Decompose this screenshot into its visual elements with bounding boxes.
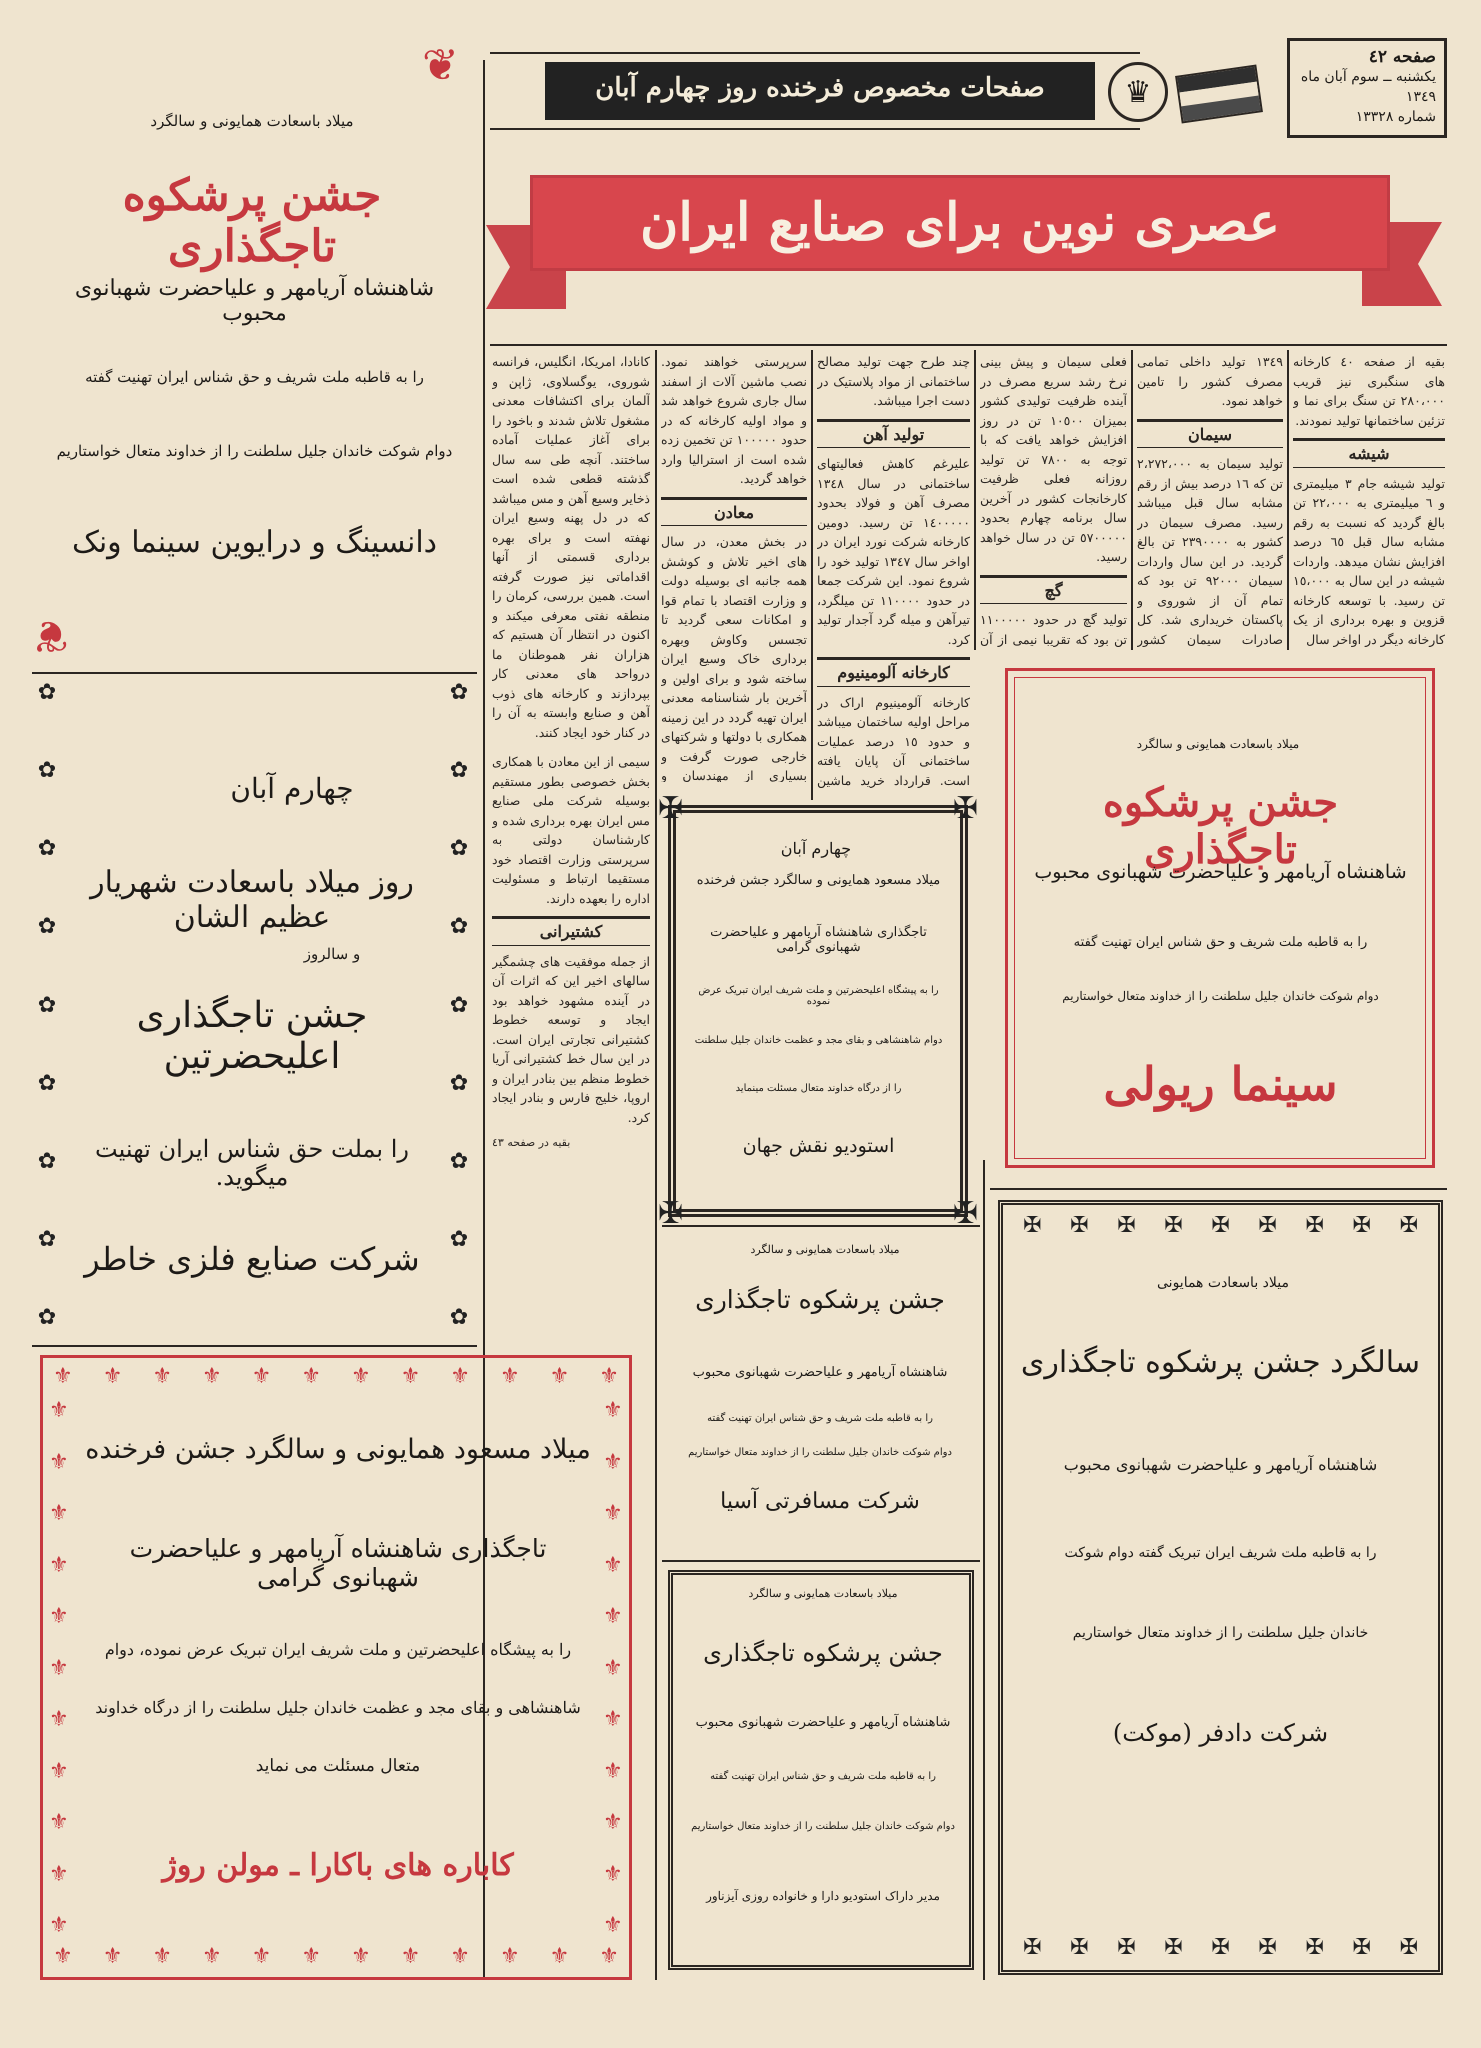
article-col-5: [661, 352, 807, 782]
article-col-2: [1137, 352, 1283, 652]
article-paragraph: چند طرح جهت تولید مصالح ساختمانی از مواد پلاستیک در دست اجرا میباشد.: [817, 354, 970, 408]
ornament-icon: ✠: [1117, 1935, 1136, 1960]
flower-icon: ✿: [449, 914, 469, 940]
fleur-icon: ⚜: [49, 1707, 69, 1732]
vrule-main-right: [983, 1160, 985, 1980]
ad-center-2: [665, 1235, 977, 1555]
ornament-icon: ✠: [1399, 1935, 1418, 1960]
left-divider-2: [32, 1345, 477, 1347]
ornament-icon: ✠: [1117, 1213, 1136, 1238]
flower-icon: ✿: [37, 1305, 57, 1330]
fleur-icon: ⚜: [603, 1707, 623, 1732]
date-box: [1287, 38, 1447, 138]
ad-line: شاهنشاه آریامهر و علیاحضرت شهبانوی محبوب: [692, 1365, 948, 1380]
ad-sponsor: سینما ریولی: [1103, 1057, 1338, 1111]
fleur-icon: ⚜: [251, 1364, 272, 1389]
fleur-icon: ⚜: [603, 1604, 623, 1629]
ad-line: و سالروز: [303, 945, 361, 963]
fleur-border-bottom: [53, 1944, 619, 1969]
fleur-icon: ⚜: [49, 1604, 69, 1629]
article-paragraph: کانادا، امریکا، انگلیس، فرانسه شوروی، یوگسلاوی، ژاپن و آلمان برای اکتشافات معدنی مشغول تلاش شدند و باخود را برای آغاز عملیات آماده ساختند. آنچه طی سه سال گذشته قطعی شده است ذخایر وسیع آهن و مس میباشد که در دل پهنه وسیع ایران نهفته است و برای بهره برداری قسمتی از آنها اقداماتی نیز صورت گرفته است. همین بررسی، کرمان را منطقه نفتی معرفی میکند و اکنون در انتظار آن هستیم که هزاران نفر هموطنان ما درواحد های معدنی کار بپردازند و کارخانه های ذوب آهن و صنایع وابسته به آن را در کنار خود ایجاد کنند.: [492, 354, 650, 740]
ornament-icon: ✠: [1352, 1935, 1371, 1960]
headline: عصری نوین برای صنایع ایران: [530, 175, 1390, 271]
fleur-border-left: [49, 1398, 69, 1938]
ad-sponsor: دانسینگ و درایوین سینما ونک: [71, 525, 438, 560]
vrule-col-c: [974, 350, 976, 650]
fleur-icon: ⚜: [603, 1398, 623, 1423]
left-divider-1: [32, 672, 477, 674]
ad-line: میلاد مسعود همایونی و سالگرد جشن فرخنده: [696, 873, 941, 888]
center-divider-1: [662, 1225, 980, 1227]
subhead-cement: سیمان: [1137, 419, 1283, 449]
header-rule-bottom: [490, 128, 1140, 130]
subhead-aluminium: کارخانه آلومینیوم: [817, 657, 970, 687]
ornament-icon: ✠: [1023, 1935, 1042, 1960]
ad-divider-right: [990, 1188, 1447, 1190]
ad-left-3: [40, 1355, 632, 1980]
fleur-icon: ⚜: [603, 1758, 623, 1784]
fleur-icon: ⚜: [400, 1364, 421, 1389]
flower-icon: ✿: [37, 1070, 57, 1096]
fleur-icon: ⚜: [450, 1944, 471, 1969]
flower-border-left: [32, 680, 62, 1330]
fleur-icon: ⚜: [599, 1364, 619, 1389]
ad-line: خاندان جلیل سلطنت را از خداوند متعال خواستاریم: [1072, 1625, 1369, 1641]
ad-line: را به قاطبه ملت شریف و حق شناس ایران تهنیت گفته: [707, 1413, 933, 1424]
ad-title: جشن پرشکوه تاجگذاری: [122, 170, 382, 272]
ad-sponsor: کاباره های باکارا ـ مولن روژ: [162, 1848, 514, 1883]
fleur-icon: ⚜: [450, 1364, 471, 1389]
lion-sun-emblem-icon: ♛: [1108, 62, 1168, 122]
fleur-icon: ⚜: [49, 1655, 69, 1681]
flower-icon: ✿: [449, 836, 469, 862]
ad-line: را به قاطبه ملت شریف و حق شناس ایران تهنیت گفته: [710, 1771, 936, 1782]
ad-line: متعال مسئلت می نماید: [255, 1756, 421, 1776]
ad-line: تاجگذاری شاهنشاه آریامهر و علیاحضرت شهبانوی گرامی: [129, 1534, 547, 1592]
article-paragraph: سیمی از این معادن با همکاری بخش خصوصی بطور مستقیم بوسیله شرکت ملی صنایع مس ایران بهره برداری شده و کارشناسان دولتی به سرپرستی وزارت اقتصاد خود مستقیما ارتباط و مسئولیت اداره را بعهده دارند.: [492, 754, 650, 906]
ad-line: دوام شوکت خاندان جلیل سلطنت را از خداوند متعال خواستاریم: [1062, 989, 1379, 1003]
center-divider-2: [662, 1560, 980, 1562]
fleur-icon: ⚜: [603, 1449, 623, 1475]
flower-icon: ✿: [37, 836, 57, 862]
fleur-icon: ⚜: [603, 1501, 623, 1526]
fleur-icon: ⚜: [400, 1944, 421, 1969]
ad-right-1: [1005, 668, 1435, 1168]
fleur-icon: ⚜: [49, 1501, 69, 1526]
ad-line: را به پیشگاه اعلیحضرتین و ملت شریف ایران تبریک عرض نموده: [698, 985, 939, 1007]
flower-icon: ✿: [449, 1148, 469, 1174]
ornament-icon: ✠: [1258, 1213, 1277, 1238]
fleur-icon: ⚜: [549, 1364, 570, 1389]
ornament-icon: ✠: [1211, 1213, 1230, 1238]
ornament-border-top: [1023, 1213, 1418, 1238]
flower-icon: ✿: [449, 1226, 469, 1252]
fleur-icon: ⚜: [599, 1944, 619, 1969]
subhead-shipping: کشتیرانی: [492, 916, 650, 946]
ad-line: را بملت حق شناس ایران تهنیت میگوید.: [95, 1135, 409, 1191]
subhead-mines: معادن: [661, 497, 807, 527]
ad-line: را به قاطبه ملت شریف و حق شناس ایران تهنیت گفته: [85, 368, 424, 386]
fleur-icon: ⚜: [49, 1861, 69, 1887]
vrule-col-e: [655, 350, 657, 790]
ad-sponsor: شرکت مسافرتی آسیا: [720, 1489, 920, 1514]
header-rule-top: [490, 52, 1140, 54]
article-paragraph: سرپرستی خواهند نمود. نصب ماشین آلات از اسفند سال جاری شروع خواهد شد و مواد اولیه کارخانه که در حدود ١٠٠٠٠٠ تن تخمین زده شده است از استرالیا وارد خواهد گردید.: [661, 354, 807, 486]
ad-line: دوام شاهنشاهی و بقای مجد و عظمت خاندان جلیل سلطنت: [694, 1035, 943, 1046]
flower-icon: ✿: [449, 758, 469, 784]
section-banner: صفحات مخصوص فرخنده روز چهارم آبان: [545, 62, 1095, 120]
article-paragraph: از جمله موفقیت های چشمگیر سالهای اخیر این که اثرات آن در آینده مشهود خواهد بود ایجاد و توسعه خطوط کشتیرانی تجارتی ایران است. در این سال خط کشتیرانی آریا خطوط منظم بین بنادر ایران و اروپا، خلیج فارس و بنادر ایجاد کرد.: [492, 953, 650, 1125]
ad-title: جشن پرشکوه تاجگذاری: [703, 1639, 943, 1667]
ad-sponsor: مدیر داراک استودیو دارا و خانواده روزی آیزناور: [706, 1889, 940, 1903]
ad-line: شاهنشاه آریامهر و علیاحضرت شهبانوی محبوب: [695, 1715, 951, 1730]
ornament-corner-icon: ✠: [952, 1196, 978, 1231]
vrule-col-a: [1287, 350, 1289, 650]
article-paragraph: در بخش معدن، در سال های اخیر تلاش و کوشش همه جانبه ای بوسیله دولت و وزارت اقتصاد با تمام قوا و امکانات سعی گردید تا تجسس وکاوش وبهره برداری خاک وسیع ایران ساخته شود و برای اولین و آخرین بار شناسنامه معدنی ایران تهیه گردد در این زمینه همکاری با دولتها و شرکتهای خارجی صورت گرفت و بسیاری از مهندسان و: [661, 534, 807, 782]
ad-sponsor: شرکت صنایع فلزی خاطر: [84, 1240, 420, 1278]
article-paragraph: ١٣٤٩ تولید داخلی تمامی مصرف کشور را تامین خواهد نمود.: [1137, 354, 1283, 408]
ad-intro-line: میلاد باسعادت همایونی و سالگرد: [1136, 737, 1300, 751]
ornament-corner-icon: ✠: [658, 791, 684, 826]
issue-number: شماره ١٣٣٢٨: [1355, 109, 1436, 125]
fleur-icon: ⚜: [102, 1364, 123, 1389]
date-line: یکشنبه ــ سوم آبان ماه ١٣٤٩: [1300, 69, 1436, 105]
ad-line: را از درگاه خداوند متعال مسئلت مینماید: [735, 1083, 902, 1094]
ad-title: جشن پرشکوه تاجگذاری: [1102, 779, 1339, 873]
article-top-rule: [490, 344, 1447, 346]
fleur-icon: ⚜: [499, 1364, 520, 1389]
fleur-icon: ⚜: [152, 1364, 173, 1389]
ornament-icon: ✠: [1211, 1935, 1230, 1960]
fleur-icon: ⚜: [53, 1944, 73, 1969]
fleur-icon: ⚜: [49, 1758, 69, 1784]
vrule-col-d: [811, 350, 813, 800]
article-paragraph: علیرغم کاهش فعالیتهای ساختمانی در سال ١٣٤٨ مصرف آهن و فولاد بحدود ١٤٠٠٠٠٠ تن رسید. دومین کارخانه شرکت نورد ایران در اواخر سال ١٣٤٧ تولید خود را شروع نمود. این شرکت جمعا در حدود ١١٠٠٠٠ تن میلگرد، تیرآهن و میله گرد آجدار تولید کرد.: [817, 456, 970, 647]
iran-flag-icon: [1175, 65, 1263, 124]
ad-left-2: [32, 680, 477, 1340]
fleur-border-top: [53, 1364, 619, 1389]
ad-line: را به قاطبه ملت شریف ایران تبریک گفته دوام شوکت: [1064, 1545, 1377, 1561]
ad-title: سالگرد جشن پرشکوه تاجگذاری: [1020, 1345, 1421, 1380]
fleur-icon: ⚜: [49, 1552, 69, 1578]
subhead-glass: شیشه: [1293, 438, 1445, 468]
fleur-icon: ⚜: [49, 1449, 69, 1475]
article-paragraph: تولید سیمان به ٢،٢٧٢،٠٠٠ تن که ١٦ درصد بیش از رقم مشابه سال قبل میباشد رسید. مصرف سیمان در کشور به ٢٣٩٠٠٠٠ تن بالغ گردید. در این سال واردات سیمان ٩٢٠٠٠ تن بود که تمام آن از شوروی و پاکستان خریداری شد. کل صادرات سیمان کشور: [1137, 456, 1283, 647]
flower-icon: ✿: [449, 1070, 469, 1096]
flower-icon: ✿: [37, 992, 57, 1018]
ornament-icon: ✠: [1070, 1213, 1089, 1238]
ad-line: روز میلاد باسعادت شهریار عظیم الشان: [90, 865, 414, 935]
flower-icon: ✿: [449, 680, 469, 705]
ad-sponsor: استودیو نقش جهان: [742, 1135, 895, 1157]
subhead-iron: تولید آهن: [817, 419, 970, 449]
flower-icon: ✿: [449, 1305, 469, 1330]
ornament-icon: ✠: [1399, 1213, 1418, 1238]
paisley-icon: ❦: [32, 610, 69, 661]
ad-line: شاهنشاه آریامهر و علیاحضرت شهبانوی محبوب: [1034, 861, 1407, 883]
page-number: صفحه ٤٢: [1368, 47, 1436, 67]
fleur-icon: ⚜: [49, 1913, 69, 1938]
ornament-icon: ✠: [1352, 1213, 1371, 1238]
fleur-icon: ⚜: [603, 1655, 623, 1681]
article-paragraph: کارخانه آلومینیوم اراک در مراحل اولیه ساختمان میباشد و حدود ١٥ درصد عملیات ساختمانی آن پایان یافته است. قرارداد خرید ماشین: [817, 694, 970, 788]
fleur-icon: ⚜: [499, 1944, 520, 1969]
ornament-icon: ✠: [1258, 1935, 1277, 1960]
ad-center-1: [658, 791, 978, 1231]
fleur-icon: ⚜: [549, 1944, 570, 1969]
fleur-icon: ⚜: [202, 1944, 222, 1969]
ornament-icon: ✠: [1164, 1935, 1183, 1960]
ad-line: شاهنشاهی و بقای مجد و عظمت خاندان جلیل سلطنت را از درگاه خداوند: [95, 1698, 581, 1717]
ad-right-2: [998, 1200, 1443, 1975]
ad-line: دوام شوکت خاندان جلیل سلطنت را از خداوند متعال خواستاریم: [56, 442, 453, 460]
ornament-border-bottom: [1023, 1935, 1418, 1960]
ad-sponsor: شرکت دادفر (موکت): [1112, 1719, 1329, 1747]
flower-icon: ✿: [37, 1148, 57, 1174]
article-paragraph: تولید گچ در حدود ١١٠٠٠٠٠ تن بود که تقریبا نیمی از آن: [980, 612, 1127, 647]
article-col-4: [817, 352, 970, 792]
continued-note: بقیه در صفحه ٤٣: [492, 1136, 571, 1149]
fleur-icon: ⚜: [603, 1913, 623, 1938]
fleur-icon: ⚜: [603, 1861, 623, 1887]
fleur-icon: ⚜: [251, 1944, 272, 1969]
paisley-icon: ❦: [422, 40, 459, 91]
ad-heading: چهارم آبان: [780, 839, 852, 858]
ad-line: شاهنشاه آریامهر و علیاحضرت شهبانوی محبوب: [74, 276, 435, 326]
subhead-gypsum: گچ: [980, 575, 1127, 605]
ad-line: را به پیشگاه اعلیحضرتین و ملت شریف ایران تبریک عرض نموده، دوام: [104, 1640, 572, 1659]
vrule-col-b: [1131, 350, 1133, 650]
fleur-icon: ⚜: [152, 1944, 173, 1969]
ornament-icon: ✠: [1070, 1935, 1089, 1960]
ad-intro-line: میلاد باسعادت همایونی: [1157, 1275, 1289, 1291]
ad-heading: چهارم آبان: [230, 772, 354, 805]
article-paragraph: بقیه از صفحه ٤٠ کارخانه های سنگبری نیز قریب ٢٨٠،٠٠٠ تن سنگ برای نما و تزئین ساختمانها تولید نمودند.: [1293, 354, 1445, 428]
ad-line: دوام شوکت خاندان جلیل سلطنت را از خداوند متعال خواستاریم: [688, 1447, 952, 1458]
article-col-1: [1293, 352, 1445, 652]
fleur-icon: ⚜: [350, 1364, 371, 1389]
ad-line: تاجگذاری شاهنشاه آریامهر و علیاحضرت شهبانوی گرامی: [710, 925, 927, 955]
fleur-icon: ⚜: [301, 1364, 322, 1389]
ad-line: میلاد مسعود همایونی و سالگرد جشن فرخنده: [85, 1434, 591, 1465]
ornament-corner-icon: ✠: [658, 1196, 684, 1231]
fleur-icon: ⚜: [603, 1810, 623, 1835]
fleur-icon: ⚜: [49, 1810, 69, 1835]
ad-intro-line: میلاد باسعادت همایونی و سالگرد: [150, 112, 354, 130]
flower-icon: ✿: [37, 914, 57, 940]
article-paragraph: فعلی سیمان و پیش بینی نرخ رشد سریع مصرف در آینده ظرفیت تولیدی کشور بمیزان ١٠٥٠٠ تن در روز افزایش خواهد یافت که با توجه به ٧٨٠٠ تن تولید روزانه فعلی ظرفیت کارخانجات کشور در آخرین سال برنامه چهارم بحدود ٥٧٠٠٠٠٠ تن در سال خواهد رسید.: [980, 354, 1127, 564]
fleur-icon: ⚜: [202, 1364, 222, 1389]
ad-left-1: [32, 40, 477, 665]
ad-line: جشن تاجگذاری اعلیحضرتین: [136, 995, 368, 1077]
fleur-icon: ⚜: [102, 1944, 123, 1969]
ad-title: جشن پرشکوه تاجگذاری: [695, 1285, 945, 1314]
ad-center-3: [668, 1570, 974, 1970]
ad-intro-line: میلاد باسعادت همایونی و سالگرد: [750, 1243, 900, 1256]
fleur-icon: ⚜: [301, 1944, 322, 1969]
fleur-icon: ⚜: [53, 1364, 73, 1389]
article-col-3: [980, 352, 1127, 652]
fleur-icon: ⚜: [350, 1944, 371, 1969]
flower-icon: ✿: [449, 992, 469, 1018]
ad-line: شاهنشاه آریامهر و علیاحضرت شهبانوی محبوب: [1063, 1455, 1378, 1474]
fleur-icon: ⚜: [603, 1552, 623, 1578]
ornament-icon: ✠: [1164, 1213, 1183, 1238]
ornament-icon: ✠: [1305, 1935, 1324, 1960]
ornament-corner-icon: ✠: [952, 791, 978, 826]
ornament-icon: ✠: [1023, 1213, 1042, 1238]
ad-intro-line: میلاد باسعادت همایونی و سالگرد: [748, 1587, 898, 1600]
ad-line: را به قاطبه ملت شریف و حق شناس ایران تهنیت گفته: [1073, 935, 1368, 950]
flower-icon: ✿: [37, 1226, 57, 1252]
ornament-icon: ✠: [1305, 1213, 1324, 1238]
flower-border-right: [444, 680, 474, 1330]
fleur-icon: ⚜: [49, 1398, 69, 1423]
flower-icon: ✿: [37, 758, 57, 784]
ad-line: دوام شوکت خاندان جلیل سلطنت را از خداوند متعال خواستاریم: [691, 1821, 955, 1832]
vrule-col-f: [655, 790, 657, 1980]
flower-icon: ✿: [37, 680, 57, 705]
article-paragraph: تولید شیشه جام ٣ میلیمتری و ٦ میلیمتری به ٢٢،٠٠٠ تن بالغ گردید که نسبت به رقم مشابه سال قبل ٦٥ درصد افزایش نشان میدهد. واردات شیشه در این سال به ١٥،٠٠٠ تن رسید. با توسعه کارخانه قزوین و بهره برداری از یک کارخانه دیگر در اواخر سال: [1293, 475, 1445, 647]
fleur-border-right: [603, 1398, 623, 1938]
